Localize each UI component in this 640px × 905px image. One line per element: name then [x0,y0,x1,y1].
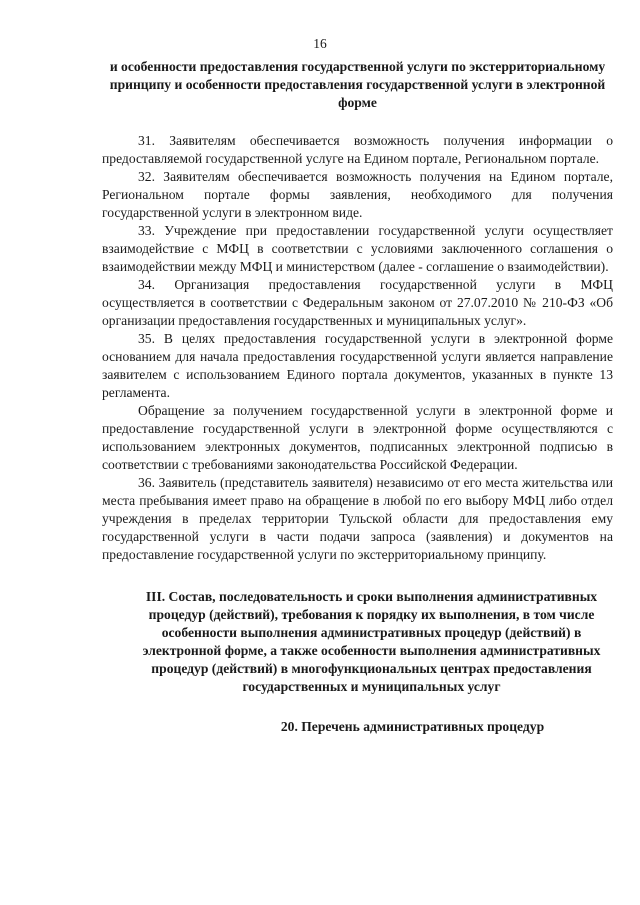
section-title: и особенности предоставления государственной услуги по экстерриториальному принципу и особенности предоставления государственной услуги в электронной форме [109,59,606,110]
paragraph-36: 36. Заявитель (представитель заявителя) независимо от его места жительства или места пребывания имеет право на обращение в любой по его выбору МФЦ либо отдел учреждения в пределах территории Тульской области для предоставления ему государственной услуги в части подачи запроса (заявления) и документов на предоставление государственной услуги по экстерриториальному принципу. [102,475,613,562]
subsection-20-heading: 20. Перечень административных процедур [280,719,545,734]
paragraph-31: 31. Заявителям обеспечивается возможность получения информации о предоставляемой государственной услуге на Едином портале, Региональном портале. [102,133,613,166]
paragraph-35: 35. В целях предоставления государственной услуги в электронной форме основанием для начала предоставления государственной услуги является направление заявителем с использованием Единого портала документов, указанных в пункте 13 регламента. [102,331,613,400]
paragraph-electronic-form: Обращение за получением государственной услуги в электронной форме и предоставление государственной услуги в электронной форме осуществляются с использованием электронных документов, подписанных электронной подписью в соответствии с требованиями законодательства Российской Федерации. [102,403,613,472]
page-number: 16 [313,36,327,51]
paragraph-34: 34. Организация предоставления государственной услуги в МФЦ осуществляется в соответствии с Федеральным законом от 27.07.2010 № 210-ФЗ «Об организации предоставления государственных и муниципальных услуг». [102,277,613,328]
section-iii-heading: III. Состав, последовательность и сроки выполнения административных процедур (действий), требования к порядку их выполнения, в том числе особенности выполнения административных процедур (действий) в электронной форме, а также особенности выполнения административных процедур (действий) в многофункциональных центрах предоставления государственных и муниципальных услуг [142,589,601,694]
page-content [102,58,613,736]
paragraph-33: 33. Учреждение при предоставлении государственной услуги осуществляет взаимодействие с МФЦ в соответствии с условиями заключенного соглашения о взаимодействии между МФЦ и министерством (далее - соглашение о взаимодействии). [102,223,613,274]
paragraph-32: 32. Заявителям обеспечивается возможность получения на Едином портале, Региональном портале формы заявления, необходимого для получения государственной услуги в электронном виде. [102,169,613,220]
